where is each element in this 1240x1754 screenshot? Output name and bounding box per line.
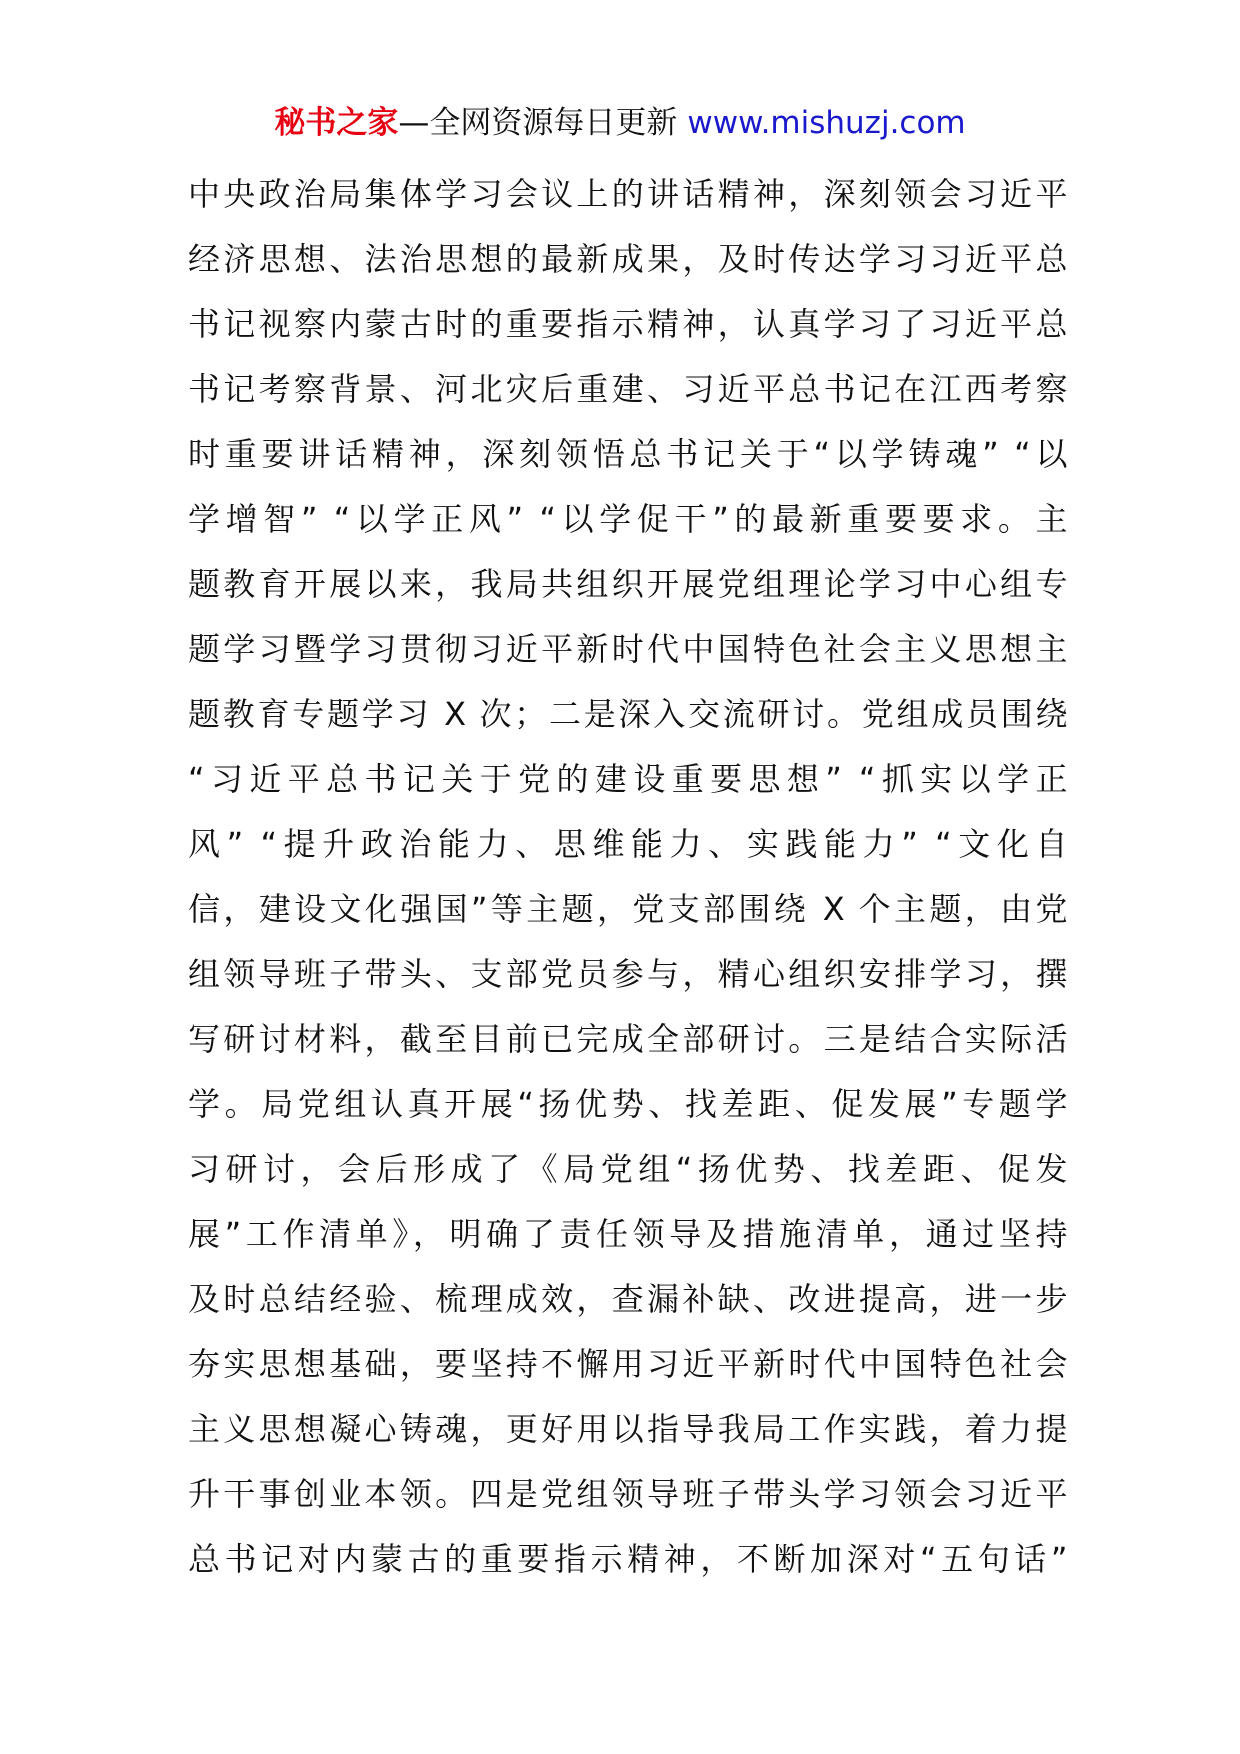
text-line: 组领导班子带头、支部党员参与，精心组织安排学习，撰 [188, 955, 1068, 993]
text-line: 夯实思想基础，要坚持不懈用习近平新时代中国特色社会 [188, 1345, 1068, 1383]
text-line: 题学习暨学习贯彻习近平新时代中国特色社会主义思想主 [188, 630, 1068, 668]
text-line: “习近平总书记关于党的建设重要思想” “抓实以学正 [188, 760, 1068, 798]
text-line: 总书记对内蒙古的重要指示精神，不断加深对“五句话” [188, 1540, 1068, 1578]
document-body [188, 162, 1068, 1592]
text-line: 及时总结经验、梳理成效，查漏补缺、改进提高，进一步 [188, 1280, 1068, 1318]
brand-name: 秘书之家 [274, 105, 399, 141]
text-line: 经济思想、法治思想的最新成果，及时传达学习习近平总 [188, 240, 1068, 278]
text-line: 书记考察背景、河北灾后重建、习近平总书记在江西考察 [188, 370, 1068, 408]
text-line: 时重要讲话精神，深刻领悟总书记关于“以学铸魂” “以 [188, 435, 1068, 473]
text-line: 学增智” “以学正风” “以学促干”的最新重要要求。主 [188, 500, 1068, 538]
text-line: 展”工作清单》，明确了责任领导及措施清单，通过坚持 [188, 1215, 1068, 1253]
text-line: 主义思想凝心铸魂，更好用以指导我局工作实践，着力提 [188, 1410, 1068, 1448]
text-line: 升干事创业本领。四是党组领导班子带头学习领会习近平 [188, 1475, 1068, 1513]
header-slogan: —全网资源每日更新 [398, 105, 678, 141]
text-line: 习研讨，会后形成了《局党组“扬优势、找差距、促发 [188, 1150, 1068, 1188]
text-line: 写研讨材料，截至目前已完成全部研讨。三是结合实际活 [188, 1020, 1068, 1058]
text-line: 信，建设文化强国”等主题，党支部围绕 X 个主题，由党 [188, 890, 1068, 928]
text-line: 学。局党组认真开展“扬优势、找差距、促发展”专题学 [188, 1085, 1068, 1123]
text-line: 风” “提升政治能力、思维能力、实践能力” “文化自 [188, 825, 1068, 863]
website-url[interactable]: www.mishuzj.com [687, 105, 966, 141]
text-line: 书记视察内蒙古时的重要指示精神，认真学习了习近平总 [188, 305, 1068, 343]
text-line: 中央政治局集体学习会议上的讲话精神，深刻领会习近平 [188, 175, 1068, 213]
page-header [0, 98, 1240, 148]
text-line: 题教育开展以来，我局共组织开展党组理论学习中心组专 [188, 565, 1068, 603]
text-line: 题教育专题学习 X 次；二是深入交流研讨。党组成员围绕 [188, 695, 1068, 733]
